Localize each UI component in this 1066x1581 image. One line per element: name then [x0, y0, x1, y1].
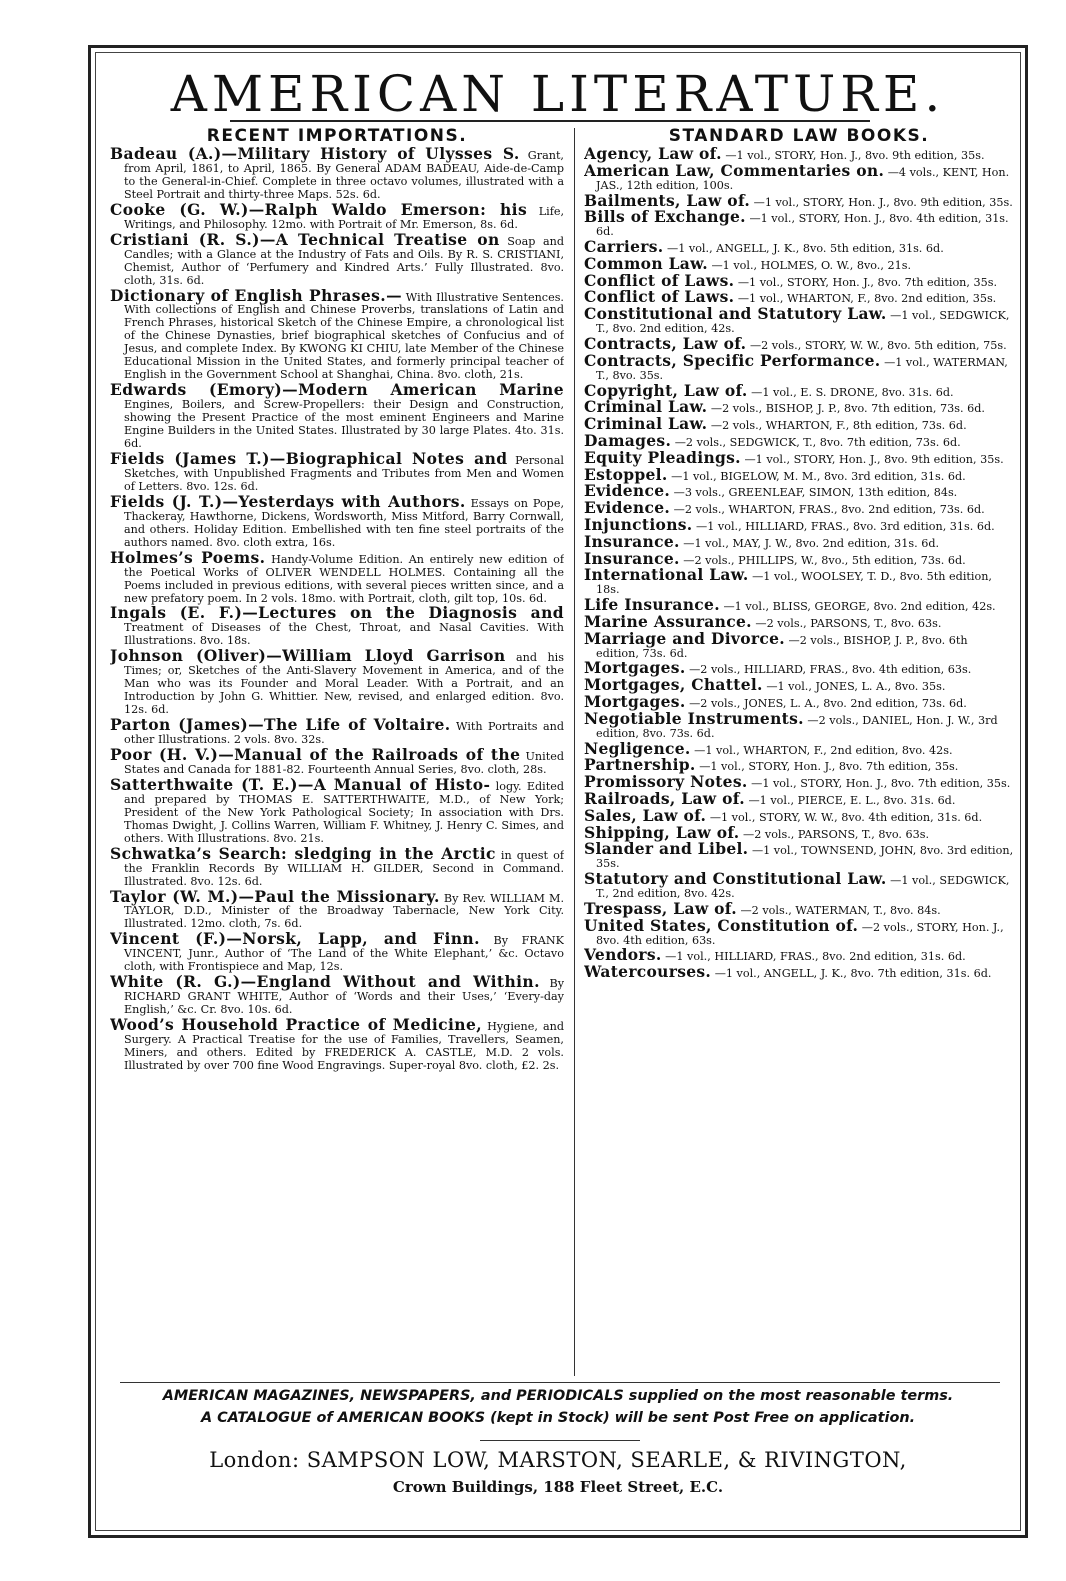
law-book-entry-details: —1 vol., WOOLSEY, T. D., 8vo. 5th edition, 18s. — [596, 570, 992, 597]
law-book-entry-title: Sales, Law of. — [584, 805, 707, 825]
law-book-entry-title: Mortgages. — [584, 692, 686, 712]
periodicals-notice: AMERICAN MAGAZINES, NEWSPAPERS, and PERIODICALS supplied on the most reasonable terms. — [162, 1388, 954, 1404]
law-book-entry-details: —2 vols., PHILLIPS, W., 8vo., 5th edition, 73s. 6d. — [683, 553, 966, 567]
law-book-entry-title: Negligence. — [584, 738, 691, 758]
law-book-entry-title: Bills of Exchange. — [584, 207, 746, 227]
book-entry-title: Dictionary of English Phrases.— — [110, 285, 402, 305]
law-book-entry-details: —1 vol., BIGELOW, M. M., 8vo. 3rd edition, 31s. 6d. — [671, 469, 966, 483]
law-book-entry-title: Trespass, Law of. — [584, 898, 737, 918]
law-book-entry-title: Criminal Law. — [584, 397, 708, 417]
book-entry — [110, 774, 564, 846]
law-book-entry-title: Contracts, Specific Performance. — [584, 350, 881, 370]
book-entry-title: Schwatka’s Search: sledging in the Arctic — [110, 843, 496, 863]
law-book-entry-details: —1 vol., WHARTON, F., 2nd edition, 8vo. 42s. — [694, 743, 953, 757]
book-entry — [110, 603, 564, 648]
law-book-entry-details: —1 vol., HILLIARD, FRAS., 8vo. 3rd edition, 31s. 6d. — [696, 519, 995, 533]
book-entry-title: Holmes’s Poems. — [110, 547, 266, 567]
book-entry-details: Hygiene, and Surgery. A Practical Treatise for the use of Families, Travellers, Seamen, Miners, and others. Edited by FREDERICK A. CASTLE, M.D. 2 vols. Illustrated by over 700 fine Wood Engravings. Super-royal 8vo. cloth, £2. 2s. — [124, 1020, 564, 1072]
law-book-entry-details: —1 vol., ANGELL, J. K., 8vo. 5th edition, 31s. 6d. — [667, 242, 944, 256]
law-book-entry-title: Conflict of Laws. — [584, 270, 735, 290]
law-book-entry-title: Contracts, Law of. — [584, 334, 747, 354]
book-entry — [110, 199, 564, 232]
law-book-entry-title: Criminal Law. — [584, 414, 708, 434]
book-entry — [110, 547, 564, 606]
book-entry-details: By RICHARD GRANT WHITE, Author of ‘Words and their Uses,’ ‘Every-day English,’ &c. Cr. 8vo. 10s. 6d. — [124, 977, 564, 1017]
book-entry-title: Fields (J. T.)—Yesterdays with Authors. — [110, 491, 466, 511]
law-book-entry — [584, 708, 1014, 741]
law-book-entry-title: Evidence. — [584, 498, 671, 518]
law-book-entry-details: —2 vols., PARSONS, T., 8vo. 63s. — [755, 616, 942, 630]
law-book-entry-title: Conflict of Laws. — [584, 287, 735, 307]
law-book-entry-details: —1 vol., STORY, Hon. J., 8vo. 7th edition, 35s. — [751, 777, 1011, 791]
book-entry-title: Cooke (G. W.)—Ralph Waldo Emerson: his — [110, 199, 528, 219]
law-book-entry — [584, 962, 1014, 982]
book-entry-title: Wood’s Household Practice of Medicine, — [110, 1015, 483, 1035]
law-book-entry-title: Slander and Libel. — [584, 839, 749, 859]
law-book-entry-title: Insurance. — [584, 531, 680, 551]
book-entry-details: With Illustrative Sentences. With collections of English and Chinese Proverbs, translations of Latin and French Phrases, historical Sketch of the Chinese Empire, a chronological list of the Chinese Dynasties, brief biographical sketches of Confucius and of Jesus, and complete Index. By KWONG KI CHIU, late Member of the Chinese Educational Mission in the United States, and formerly principal teacher of English in the Government School at Shanghai, China. 8vo. cloth, 21s. — [124, 290, 564, 382]
law-book-entry-details: —4 vols., KENT, Hon. JAS., 12th edition, 100s. — [596, 165, 1010, 192]
law-book-entry — [584, 915, 1014, 948]
law-book-entry-title: Copyright, Law of. — [584, 380, 748, 400]
law-book-entry-details: —2 vols., WATERMAN, T., 8vo. 84s. — [740, 903, 941, 917]
law-book-entry — [584, 565, 1014, 597]
book-entry — [110, 843, 564, 889]
law-book-entry-title: Agency, Law of. — [584, 144, 722, 163]
law-book-entry-title: Shipping, Law of. — [584, 822, 740, 842]
law-book-entry-title: United States, Constitution of. — [584, 915, 859, 935]
law-book-entry-details: —2 vols., PARSONS, T., 8vo. 63s. — [743, 827, 930, 841]
law-book-entry-details: —2 vols., WHARTON, FRAS., 8vo. 2nd edition, 73s. 6d. — [673, 503, 985, 517]
book-entry-details: With Portraits and other Illustrations. 2 vols. 8vo. 32s. — [124, 720, 564, 747]
law-book-entry-details: —2 vols., DANIEL, Hon. J. W., 3rd edition, 8vo. 73s. 6d. — [596, 713, 998, 740]
law-book-entry-title: American Law, Commentaries on. — [584, 160, 885, 180]
law-book-entry-details: —3 vols., GREENLEAF, SIMON, 13th edition, 84s. — [673, 486, 958, 500]
law-book-entry-title: Partnership. — [584, 755, 696, 775]
law-book-entry-details: —2 vols., SEDGWICK, T., 8vo. 7th edition, 73s. 6d. — [674, 435, 961, 449]
law-book-entry-details: —1 vol., TOWNSEND, JOHN, 8vo. 3rd edition, 35s. — [596, 844, 1014, 871]
book-entry-details: Personal Sketches, with Unpublished Fragments and Tributes from Men and Women of Letters. 8vo. 12s. 6d. — [124, 453, 564, 493]
book-entry-details: Grant, from April, 1861, to April, 1865. By General ADAM BADEAU, Aide-de-Camp to the General-in-Chief. Complete in three octavo volumes, illustrated with a Steel Portrait and thirty-three Maps. 52s. 6d. — [124, 149, 564, 201]
law-book-entry-details: —1 vol., JONES, L. A., 8vo. 35s. — [766, 680, 946, 694]
book-entry-title: Parton (James)—The Life of Voltaire. — [110, 715, 451, 735]
law-book-entry-title: Statutory and Constitutional Law. — [584, 869, 887, 889]
book-entry-details: By Rev. WILLIAM M. TAYLOR, D.D., Minister of the Broadway Tabernacle, New York City. Illustrated. 12mo. cloth, 7s. 6d. — [124, 891, 564, 931]
law-book-entry-title: Life Insurance. — [584, 595, 720, 615]
law-book-entry-details: —1 vol., STORY, Hon. J., 8vo. 4th edition, 31s. 6d. — [596, 212, 1009, 239]
book-entry-details: in quest of the Franklin Records By WILLIAM H. GILDER, Second in Command. Illustrated. 8vo. 12s. 6d. — [124, 848, 564, 888]
law-book-entry — [584, 350, 1014, 383]
law-book-entry-title: Damages. — [584, 430, 672, 450]
book-entry-title: White (R. G.)—England Without and Within. — [110, 972, 540, 992]
book-entry-details: United States and Canada for 1881-82. Fourteenth Annual Series, 8vo. cloth, 28s. — [124, 749, 564, 776]
book-entry-details: logy. Edited and prepared by THOMAS E. SATTERTHWAITE, M.D., of New York; President of the New York Pathological Society; In association with Drs. Thomas Dwight, J. Collins Warren, William F. Whitney, J. Henry C. Simes, and others. With Illustrations. 8vo. 21s. — [124, 779, 564, 845]
law-book-entry-title: Negotiable Instruments. — [584, 708, 804, 728]
recent-importations-column — [110, 122, 564, 1380]
law-book-entry-title: Constitutional and Statutory Law. — [584, 304, 887, 324]
book-entry-details: Treatment of Diseases of the Chest, Throat, and Nasal Cavities. With Illustrations. 8vo. 18s. — [124, 621, 564, 648]
law-book-entry-details: —2 vols., BISHOP, J. P., 8vo. 6th edition, 73s. 6d. — [596, 633, 968, 660]
book-entry-title: Edwards (Emory)—Modern American Marine — [110, 380, 564, 400]
book-entry — [110, 491, 564, 550]
law-book-entry-details: —1 vol., SEDGWICK, T., 2nd edition, 8vo. 42s. — [596, 874, 1010, 901]
book-entry — [110, 380, 564, 451]
publisher-divider — [480, 1440, 640, 1441]
law-book-entry — [584, 839, 1014, 871]
law-book-entry-details: —1 vol., STORY, Hon. J., 8vo. 7th edition, 35s. — [699, 760, 959, 774]
law-book-entry-title: Evidence. — [584, 481, 671, 501]
law-book-entry-details: —1 vol., STORY, Hon. J., 8vo. 9th edition, 35s. — [744, 452, 1004, 466]
book-entry — [110, 929, 564, 974]
law-book-entry-details: —1 vol., BLISS, GEORGE, 8vo. 2nd edition, 42s. — [723, 600, 996, 614]
law-book-entry-details: —1 vol., STORY, Hon. J., 8vo. 9th edition, 35s. — [725, 149, 985, 162]
book-entry — [110, 448, 564, 494]
law-book-entry-title: Mortgages. — [584, 658, 686, 678]
law-book-entry-title: Marine Assurance. — [584, 611, 752, 631]
law-book-entry-title: Injunctions. — [584, 514, 693, 534]
recent-importations-list — [110, 144, 564, 1073]
book-entry — [110, 972, 564, 1017]
law-books-heading: STANDARD LAW BOOKS. — [668, 126, 930, 146]
law-book-entry-title: Insurance. — [584, 548, 680, 568]
book-entry-title: Poor (H. V.)—Manual of the Railroads of the — [110, 744, 521, 764]
column-divider — [574, 128, 575, 1376]
recent-importations-heading: RECENT IMPORTATIONS. — [206, 126, 468, 146]
book-entry — [110, 744, 564, 777]
book-entry-details: Essays on Pope, Thackeray, Hawthorne, Dickens, Wordsworth, Miss Mitford, Barry Cornwall, and others. Holiday Edition. Embellished with ten fine steel portraits of the authors named. 8vo. cloth extra, 16s. — [124, 496, 564, 549]
book-entry-title: Satterthwaite (T. E.)—A Manual of Histo- — [110, 774, 491, 794]
law-book-entry-details: —1 vol., E. S. DRONE, 8vo. 31s. 6d. — [751, 385, 954, 399]
law-book-entry-title: International Law. — [584, 565, 749, 585]
law-book-entry-title: Vendors. — [584, 945, 662, 965]
law-book-entry-title: Common Law. — [584, 253, 708, 273]
book-entry-title: Ingals (E. F.)—Lectures on the Diagnosis and — [110, 603, 564, 623]
publisher-name: London: SAMPSON LOW, MARSTON, SEARLE, & RIVINGTON, — [209, 1448, 907, 1472]
law-book-entry-details: —1 vol., STORY, Hon. J., 8vo. 7th edition, 35s. — [737, 275, 998, 289]
law-book-entry-details: —1 vol., STORY, Hon. J., 8vo. 9th edition, 35s. — [753, 195, 1013, 209]
book-entry — [110, 886, 564, 932]
book-entry-title: Johnson (Oliver)—William Lloyd Garrison — [110, 646, 506, 666]
book-entry — [110, 144, 564, 202]
law-book-entry-title: Bailments, Law of. — [584, 190, 751, 210]
book-entry — [110, 646, 564, 717]
catalogue-notice: A CATALOGUE of AMERICAN BOOKS (kept in Stock) will be sent Post Free on application. — [200, 1410, 916, 1426]
law-book-entry-title: Watercourses. — [584, 962, 712, 982]
law-book-entry-details: —2 vols., STORY, W. W., 8vo. 5th edition, 75s. — [749, 339, 1007, 353]
law-book-entry-details: —1 vol., SEDGWICK, T., 8vo. 2nd edition, 42s. — [596, 309, 1010, 336]
book-entry-title: Taylor (W. M.)—Paul the Missionary. — [110, 886, 440, 906]
book-entry-details: and his Times; or, Sketches of the Anti-Slavery Movement in America, and of the Man who was its Founder and Moral Leader. With a Portrait, and an Introduction by John G. Whittier. New, revised, and enlarged edition. 8vo. 12s. 6d. — [124, 651, 564, 717]
law-book-entry — [584, 628, 1014, 661]
law-book-entry-details: —2 vols., HILLIARD, FRAS., 8vo. 4th edition, 63s. — [689, 663, 972, 677]
law-book-entry-title: Promissory Notes. — [584, 772, 748, 792]
law-book-entry-details: —1 vol., MAY, J. W., 8vo. 2nd edition, 31s. 6d. — [683, 536, 940, 550]
law-book-entry-title: Marriage and Divorce. — [584, 628, 785, 648]
publisher-address: Crown Buildings, 188 Fleet Street, E.C. — [392, 1478, 724, 1496]
law-books-column — [584, 122, 1014, 1380]
book-entry-title: Badeau (A.)—Military History of Ulysses S. — [110, 144, 520, 163]
footer-divider — [120, 1382, 1000, 1383]
law-book-entry-title: Carriers. — [584, 237, 664, 257]
page-title: AMERICAN LITERATURE. — [170, 65, 946, 123]
book-entry-details: Handy-Volume Edition. An entirely new edition of the Poetical Works of OLIVER WENDELL HOLMES. Containing all the Poems included in previous editions, with several pieces written since, and a new prefatory poem. In 2 vols. 18mo. with Portrait, cloth, gilt top, 10s. 6d. — [124, 552, 564, 605]
law-book-entry-title: Mortgages, Chattel. — [584, 675, 763, 695]
book-entry-title: Cristiani (R. S.)—A Technical Treatise on — [110, 229, 500, 249]
law-book-entry-title: Estoppel. — [584, 464, 668, 484]
book-entry — [110, 1015, 564, 1073]
book-entry-details: Engines, Boilers, and Screw-Propellers: their Design and Construction, showing the Present Practice of the most eminent Engineers and Marine Engine Builders in the United States. Illustrated by 30 large Plates. 4to. 31s. 6d. — [124, 398, 564, 451]
law-book-entry-details: —1 vol., WATERMAN, T., 8vo. 35s. — [596, 355, 1008, 382]
law-book-entry-details: —1 vol., HOLMES, O. W., 8vo., 21s. — [711, 258, 912, 272]
law-book-entry-details: —1 vol., PIERCE, E. L., 8vo. 31s. 6d. — [748, 793, 956, 807]
law-book-entry-details: —2 vols., BISHOP, J. P., 8vo. 7th edition, 73s. 6d. — [710, 402, 985, 416]
book-entry-title: Fields (James T.)—Biographical Notes and — [110, 448, 508, 468]
law-book-entry-details: —2 vols., WHARTON, F., 8th edition, 73s. 6d. — [710, 419, 967, 433]
book-entry-details: Soap and Candles; with a Glance at the Industry of Fats and Oils. By R. S. CRISTIANI, Chemist, Author of ‘Perfumery and Kindred Arts.’ Fully Illustrated. 8vo. cloth, 31s. 6d. — [124, 234, 564, 287]
law-book-entry — [584, 207, 1014, 239]
law-book-entry — [584, 869, 1014, 901]
book-entry-details: By FRANK VINCENT, Junr., Author of ‘The Land of the White Elephant,’ &c. Octavo cloth, with Frontispiece and Map, 12s. — [124, 934, 564, 974]
law-book-entry-details: —2 vols., JONES, L. A., 8vo. 2nd edition, 73s. 6d. — [689, 697, 967, 711]
law-book-entry-title: Equity Pleadings. — [584, 447, 741, 467]
law-book-entry-details: —1 vol., HILLIARD, FRAS., 8vo. 2nd edition, 31s. 6d. — [665, 950, 966, 964]
book-entry — [110, 715, 564, 747]
law-book-entry-details: —1 vol., STORY, W. W., 8vo. 4th edition, 31s. 6d. — [709, 810, 983, 824]
book-entry-details: Life, Writings, and Philosophy. 12mo. with Portrait of Mr. Emerson, 8s. 6d. — [124, 204, 564, 231]
book-entry — [110, 229, 564, 288]
law-book-entry — [584, 160, 1014, 193]
book-entry — [110, 285, 564, 383]
law-book-entry-details: —2 vols., STORY, Hon. J., 8vo. 4th edition, 63s. — [596, 920, 1004, 947]
law-book-entry — [584, 304, 1014, 336]
book-entry-title: Vincent (F.)—Norsk, Lapp, and Finn. — [110, 929, 480, 949]
law-book-entry-title: Railroads, Law of. — [584, 788, 745, 808]
law-books-list — [584, 144, 1014, 982]
law-book-entry-details: —1 vol., WHARTON, F., 8vo. 2nd edition, 35s. — [737, 292, 997, 306]
law-book-entry-details: —1 vol., ANGELL, J. K., 8vo. 7th edition, 31s. 6d. — [714, 967, 992, 981]
